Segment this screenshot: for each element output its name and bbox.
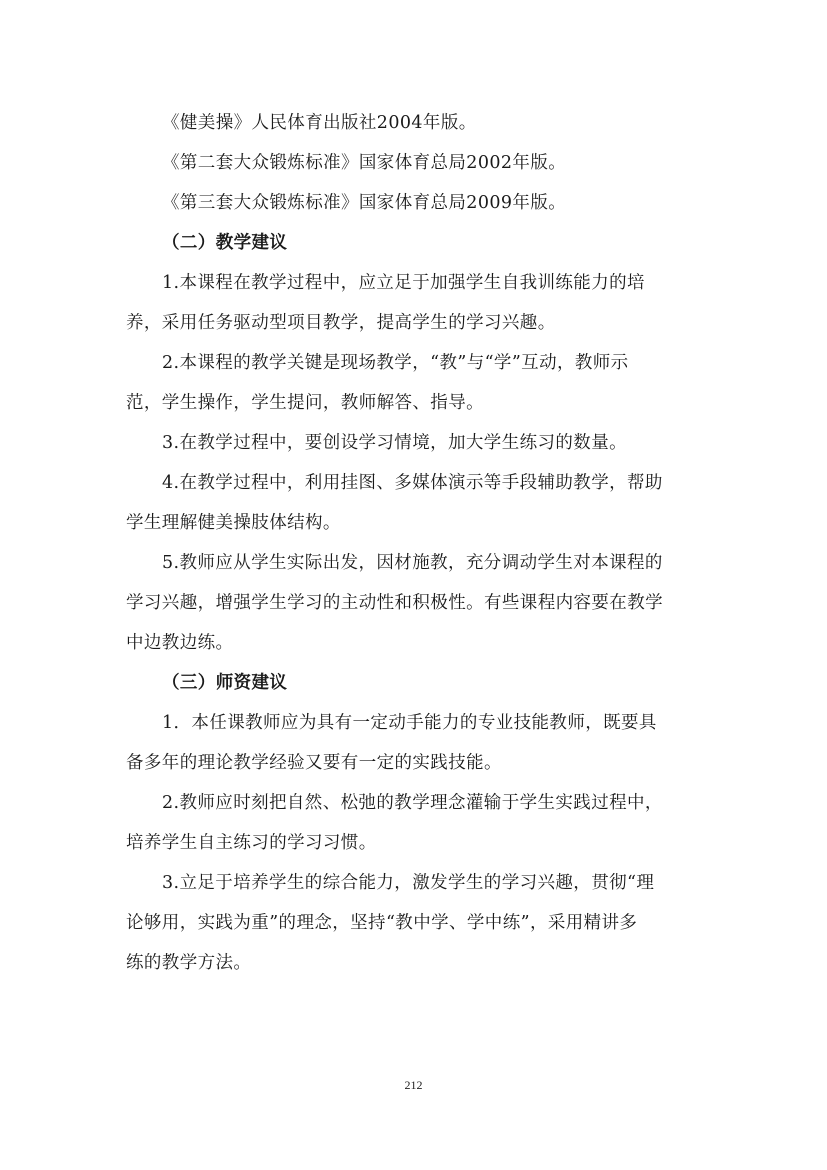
paragraph-line: 论够用，实践为重”的理念，坚持“教中学、学中练”，采用精讲多	[126, 913, 638, 933]
section-heading-teaching: （二）教学建议	[162, 233, 288, 253]
paragraph-line: 4.在教学过程中，利用挂图、多媒体演示等手段辅助教学，帮助	[162, 473, 663, 493]
paragraph-line: 培养学生自主练习的学习习惯。	[126, 833, 377, 853]
paragraph-line: 3.在教学过程中，要创设学习情境，加大学生练习的数量。	[162, 433, 627, 453]
faculty-item	[126, 868, 706, 978]
paragraph-line: 中边教边练。	[126, 633, 234, 653]
teaching-item	[126, 348, 706, 418]
paragraph-line: 1.本课程在教学过程中，应立足于加强学生自我训练能力的培	[162, 273, 645, 293]
paragraph-line: 备多年的理论教学经验又要有一定的实践技能。	[126, 753, 502, 773]
paragraph-line: 2.本课程的教学关键是现场教学，“教”与“学”互动，教师示	[162, 353, 629, 373]
teaching-item	[126, 548, 706, 658]
section-heading-faculty: （三）师资建议	[162, 673, 288, 693]
paragraph-line: 2.教师应时刻把自然、松弛的教学理念灌输于学生实践过程中，	[162, 793, 663, 813]
paragraph-line: 3.立足于培养学生的综合能力，激发学生的学习兴趣，贯彻“理	[162, 873, 655, 893]
teaching-item	[126, 468, 706, 538]
paragraph-line: 范，学生操作，学生提问，教师解答、指导。	[126, 393, 484, 413]
paragraph-line: 5.教师应从学生实际出发，因材施教，充分调动学生对本课程的	[162, 553, 663, 573]
teaching-item	[126, 268, 706, 338]
paragraph-line: 练的教学方法。	[126, 953, 252, 973]
page-number: 212	[404, 1078, 423, 1092]
paragraph-line: 养，采用任务驱动型项目教学，提高学生的学习兴趣。	[126, 313, 556, 333]
reference-line: 《第三套大众锻炼标准》国家体育总局2009年版。	[162, 193, 567, 213]
teaching-item	[126, 428, 706, 458]
faculty-item	[126, 708, 706, 778]
paragraph-line: 1．本任课教师应为具有一定动手能力的专业技能教师，既要具	[162, 713, 657, 733]
page-body	[126, 108, 706, 978]
paragraph-line: 学习兴趣，增强学生学习的主动性和积极性。有些课程内容要在教学	[126, 593, 663, 613]
reference-line: 《第二套大众锻炼标准》国家体育总局2002年版。	[162, 153, 567, 173]
reference-line: 《健美操》人民体育出版社2004年版。	[162, 113, 477, 133]
paragraph-line: 学生理解健美操肢体结构。	[126, 513, 341, 533]
faculty-item	[126, 788, 706, 858]
